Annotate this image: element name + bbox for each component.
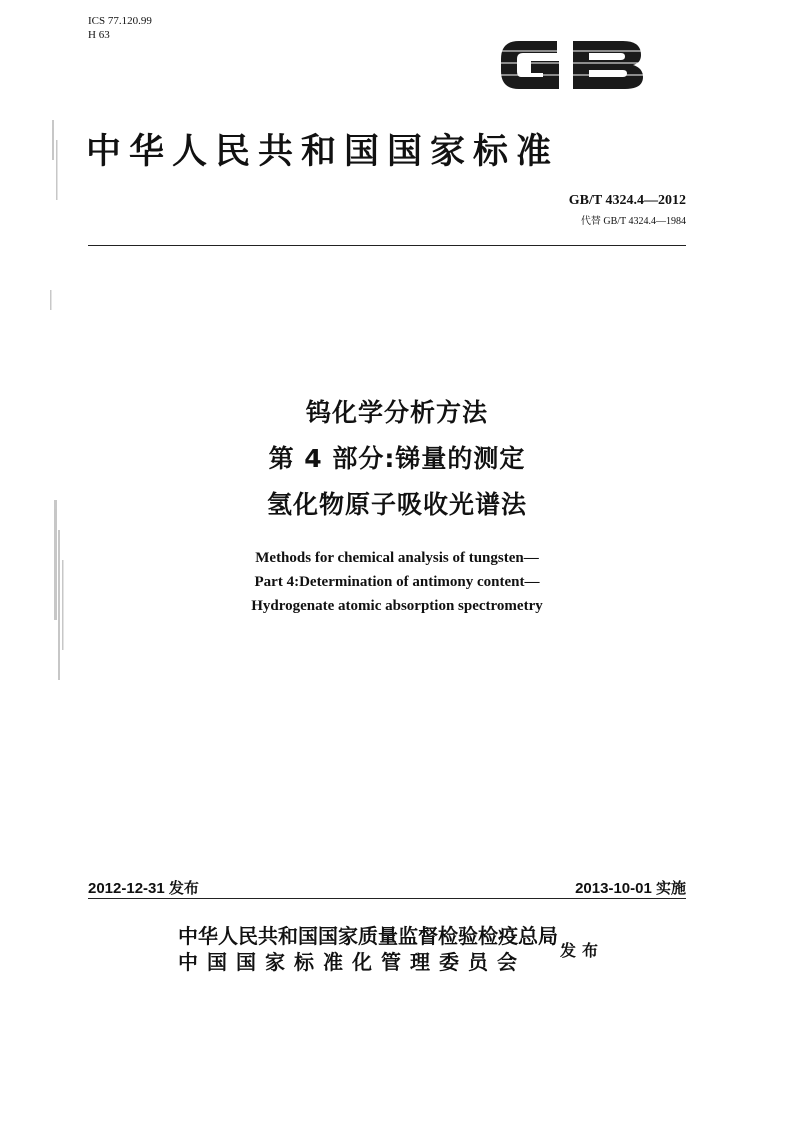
issuer-sac: 中国国家标准化管理委员会 xyxy=(178,950,526,974)
en-title-line-1: Methods for chemical analysis of tungsten— xyxy=(255,550,539,566)
ics-code: ICS 77.120.99 xyxy=(88,15,152,27)
en-title-line-3: Hydrogenate atomic absorption spectrometry xyxy=(251,598,543,614)
issuer-aqsiq: 中华人民共和国国家质量监督检验检疫总局 xyxy=(178,924,558,948)
en-title-line-2: Part 4:Determination of antimony content— xyxy=(254,574,540,590)
national-standard-title: 中华人民共和国国家标准 xyxy=(86,132,560,172)
footer-divider xyxy=(88,898,686,899)
header-divider xyxy=(88,245,686,246)
implement-date: 2013-10-01 实施 xyxy=(575,880,686,897)
issue-date: 2012-12-31 发布 xyxy=(88,880,199,897)
ccs-code: H 63 xyxy=(88,29,110,41)
cn-title-line-1: 钨化学分析方法 xyxy=(305,398,488,427)
cn-title-line-2: 第 4 部分:锑量的测定 xyxy=(268,444,526,473)
classification-codes xyxy=(88,14,152,42)
publish-label: 发布 xyxy=(560,941,605,960)
standard-number: GB/T 4324.4—2012 xyxy=(568,193,686,208)
gb-logo xyxy=(497,33,649,95)
replaces-standard: 代替 GB/T 4324.4—1984 xyxy=(580,216,686,227)
cn-title-line-3: 氢化物原子吸收光谱法 xyxy=(266,490,527,519)
